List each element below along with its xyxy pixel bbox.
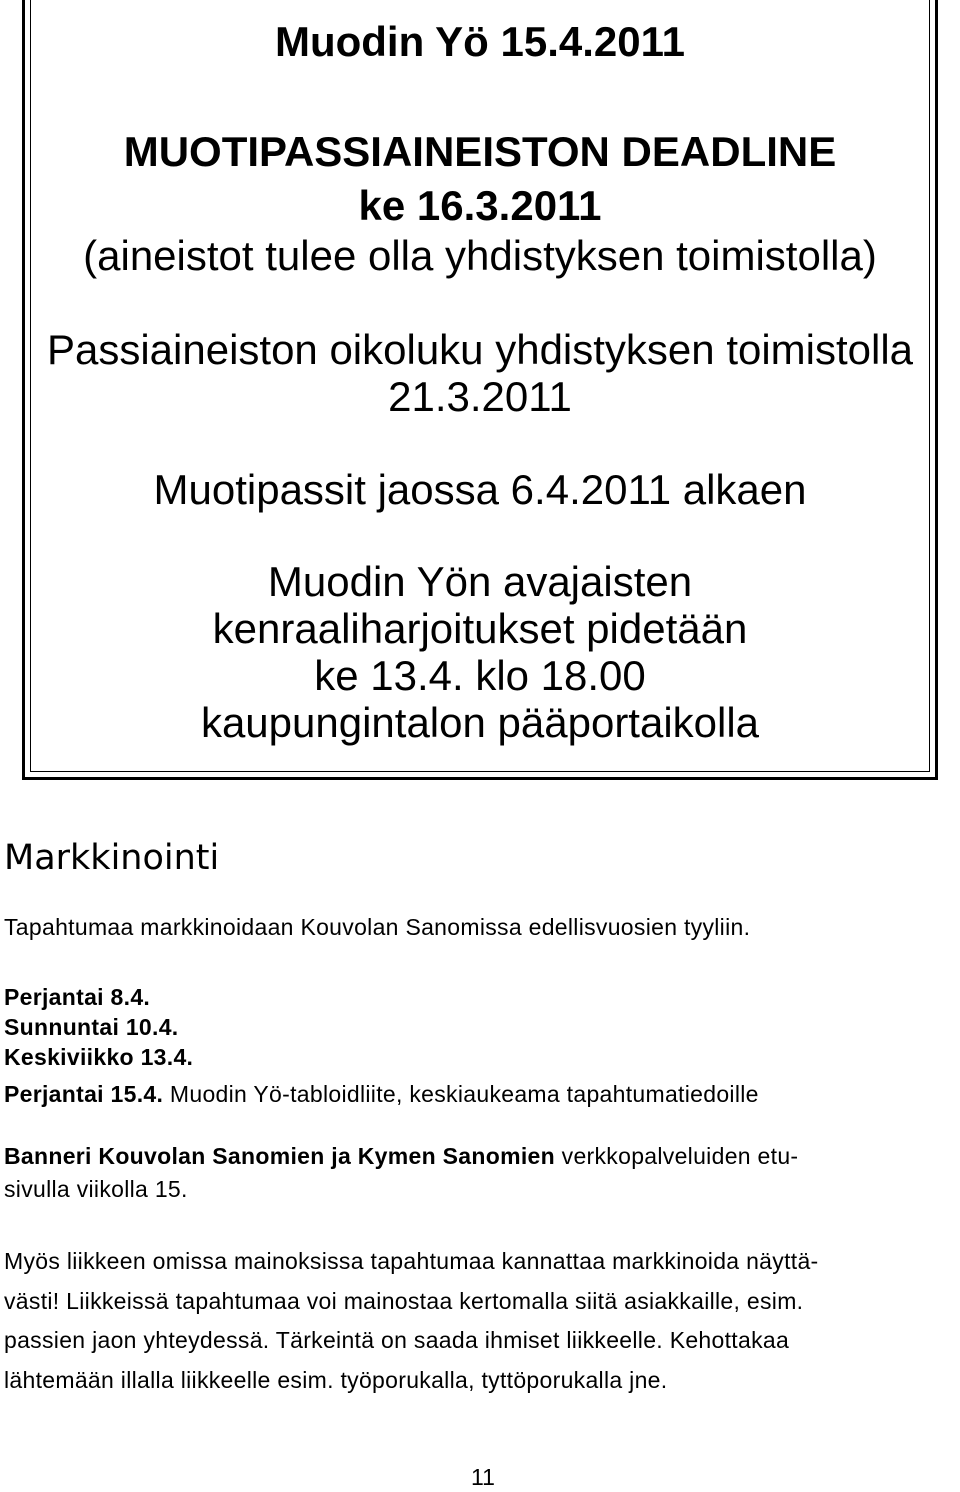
date-item-4: Perjantai 15.4. <box>4 1081 164 1107</box>
proofreading-line-1: Passiaineiston oikoluku yhdistyksen toimistolla <box>46 326 914 373</box>
date-item-2: Sunnuntai 10.4. <box>4 1014 179 1040</box>
date-item-4-note: Muodin Yö-tabloidliite, keskiaukeama tapahtumatiedoille <box>163 1081 759 1107</box>
proofreading-line-2: 21.3.2011 <box>388 373 572 420</box>
event-title: Muodin Yö 15.4.2011 <box>274 18 686 65</box>
section-heading-marketing: Markkinointi <box>4 838 220 878</box>
marketing-intro: Tapahtumaa markkinoidaan Kouvolan Sanomissa edellisvuosien tyyliin. <box>4 914 751 940</box>
page-number: 11 <box>471 1464 495 1490</box>
deadline-date: ke 16.3.2011 <box>358 182 602 229</box>
stores-line-1: Myös liikkeen omissa mainoksissa tapahtumaa kannattaa markkinoida näyttä- <box>4 1248 819 1274</box>
stores-line-3: passien jaon yhteydessä. Tärkeintä on saada ihmiset liikkeelle. Kehottakaa <box>4 1327 790 1353</box>
date-item-4-row <box>4 1079 759 1109</box>
distribution-line: Muotipassit jaossa 6.4.2011 alkaen <box>153 466 807 513</box>
rehearsal-line-2: kenraaliharjoitukset pidetään <box>212 605 748 652</box>
rehearsal-line-1: Muodin Yön avajaisten <box>267 558 693 605</box>
stores-line-4: lähtemään illalla liikkeelle esim. työporukalla, tyttöporukalla jne. <box>4 1367 668 1393</box>
rehearsal-line-3: ke 13.4. klo 18.00 <box>314 652 646 699</box>
date-item-1: Perjantai 8.4. <box>4 984 151 1010</box>
banner-rest-text: verkkopalveluiden etu- <box>554 1143 799 1169</box>
deadline-heading: MUOTIPASSIAINEISTON DEADLINE <box>123 128 837 175</box>
banner-line-2: sivulla viikolla 15. <box>4 1176 188 1202</box>
deadline-note: (aineistot tulee olla yhdistyksen toimistolla) <box>83 232 877 279</box>
stores-line-2: västi! Liikkeissä tapahtumaa voi mainostaa kertomalla siitä asiakkaille, esim. <box>4 1288 804 1314</box>
banner-bold-text: Banneri Kouvolan Sanomien ja Kymen Sanomien <box>4 1143 555 1169</box>
banner-line-1 <box>4 1141 798 1171</box>
rehearsal-line-4: kaupungintalon pääportaikolla <box>200 699 760 746</box>
date-item-3: Keskiviikko 13.4. <box>4 1044 194 1070</box>
